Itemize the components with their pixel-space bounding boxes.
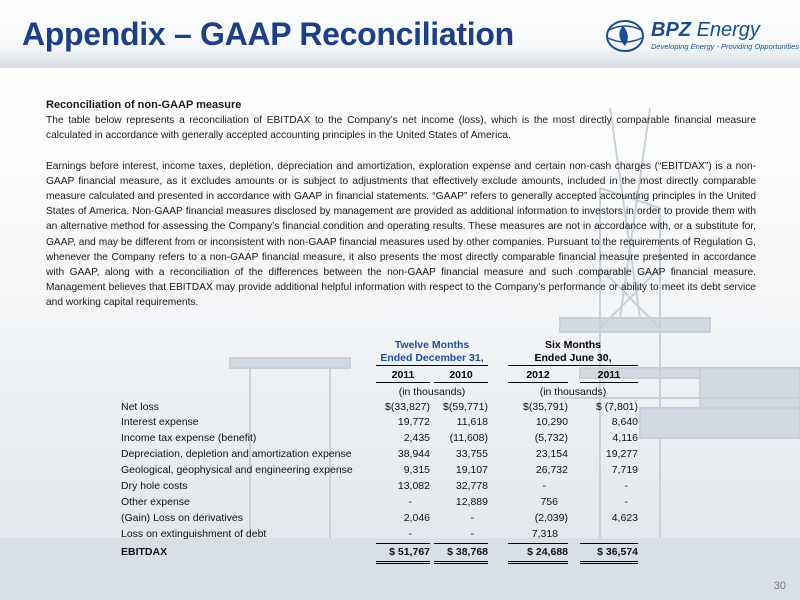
cell-value: $(33,827) xyxy=(385,401,430,413)
total-rule xyxy=(376,543,430,544)
cell-value: 19,107 xyxy=(455,464,488,476)
cell-value: - xyxy=(470,512,474,524)
total-value: $ 24,688 xyxy=(527,546,568,558)
logo-name-light: Energy xyxy=(696,19,760,41)
row-label: Income tax expense (benefit) xyxy=(121,432,257,444)
cell-value: 33,755 xyxy=(455,448,488,460)
total-double-rule xyxy=(434,563,488,564)
group1-header-line1: Twelve Months xyxy=(394,339,470,351)
year-underline xyxy=(580,382,638,383)
cell-value: 23,154 xyxy=(535,448,568,460)
total-double-rule xyxy=(376,561,430,562)
row-label: Net loss xyxy=(121,401,159,413)
total-double-rule xyxy=(580,563,638,564)
cell-value: 10,290 xyxy=(535,416,568,428)
page-number: 30 xyxy=(773,580,786,592)
cell-value: - xyxy=(470,528,474,540)
logo-name-bold: BPZ xyxy=(651,19,691,41)
cell-value: $(59,771) xyxy=(443,401,488,413)
row-label: Depreciation, depletion and amortization expense xyxy=(121,448,352,460)
cell-value: 8,640 xyxy=(611,416,638,428)
cell-value: 13,082 xyxy=(397,480,430,492)
group1-header-line2: Ended December 31, xyxy=(380,352,484,364)
units-label: (in thousands) xyxy=(398,386,466,398)
cell-value: - xyxy=(408,528,412,540)
group2-header-line2: Ended June 30, xyxy=(534,352,612,364)
group1-underline xyxy=(376,365,488,366)
cell-value: 26,732 xyxy=(535,464,568,476)
total-label: EBITDAX xyxy=(121,546,168,558)
group2-header-line1: Six Months xyxy=(544,339,601,351)
cell-value: $(35,791) xyxy=(523,401,568,413)
total-double-rule xyxy=(580,561,638,562)
cell-value: - xyxy=(542,480,546,492)
cell-value: 38,944 xyxy=(397,448,430,460)
cell-value: 4,623 xyxy=(611,512,638,524)
cell-value: 12,889 xyxy=(455,496,488,508)
year-header: 2012 xyxy=(526,369,550,381)
intro-paragraph: The table below represents a reconciliation of EBITDAX to the Company’s net income (loss), which is the most directly comparable financial measure calculated in accordance with generally accepted accounting principles in the United States of America. xyxy=(46,115,756,142)
year-header: 2010 xyxy=(449,369,473,381)
cell-value: - xyxy=(624,480,628,492)
year-underline xyxy=(508,382,568,383)
cell-value: 7,719 xyxy=(611,464,638,476)
year-header: 2011 xyxy=(597,369,621,381)
row-label: Geological, geophysical and engineering expense xyxy=(121,464,353,476)
cell-value: - xyxy=(408,496,412,508)
section-subheading: Reconciliation of non-GAAP measure xyxy=(46,99,242,111)
total-double-rule xyxy=(508,561,568,562)
logo-tagline: Developing Energy - Providing Opportunities xyxy=(651,42,799,51)
cell-value: (11,608) xyxy=(449,432,488,444)
cell-value: (5,732) xyxy=(534,432,568,444)
cell-value: 7,318 xyxy=(531,528,558,540)
units-label: (in thousands) xyxy=(539,386,607,398)
cell-value: 4,116 xyxy=(612,432,638,444)
row-label: Loss on extinguishment of debt xyxy=(121,528,267,540)
year-header: 2011 xyxy=(391,369,415,381)
cell-value: 2,046 xyxy=(403,512,430,524)
total-double-rule xyxy=(376,563,430,564)
total-rule xyxy=(580,543,638,544)
cell-value: 19,772 xyxy=(397,416,430,428)
year-underline xyxy=(434,382,488,383)
total-rule xyxy=(434,543,488,544)
cell-value: 756 xyxy=(540,496,558,508)
definition-paragraph: Earnings before interest, income taxes, depletion, depreciation and amortization, exploration expense and certain non-cash charges (“EBITDAX”) is a non-GAAP financial measure, as it excludes amounts or is subject to adjustments that effectively exclude amounts, included in the most directly comparable measure calculated and presented in accordance with GAAP in financial statements. “GAAP” refers to generally accepted accounting principles in the United States of America. Non-GAAP financial measures disclosed by management are provided as additional information to investors in order to provide them with an alternative method for assessing the Company’s financial condition and operating results. These measures are not in accordance with, or a substitute for, GAAP, and may be different from or inconsistent with non-GAAP financial measures used by other companies. Pursuant to the requirements of Regulation G, whenever the Company refers to a non-GAAP financial measure, it also presents the most directly comparable financial measure presented in accordance with GAAP, along with a reconciliation of the differences between the non-GAAP financial measure and such comparable GAAP financial measure. Management believes that EBITDAX may provide additional helpful information with respect to the Company’s performance or ability to meet its debt service and working capital requirements. xyxy=(46,160,756,309)
total-double-rule xyxy=(434,561,488,562)
cell-value: $ (7,801) xyxy=(595,401,638,413)
row-label: Other expense xyxy=(121,496,190,508)
group2-underline xyxy=(508,365,638,366)
total-value: $ 36,574 xyxy=(597,546,638,558)
cell-value: - xyxy=(624,496,628,508)
row-label: Dry hole costs xyxy=(121,480,188,492)
cell-value: 11,618 xyxy=(456,416,488,428)
cell-value: 9,315 xyxy=(403,464,430,476)
total-double-rule xyxy=(508,563,568,564)
total-rule xyxy=(508,543,568,544)
total-value: $ 51,767 xyxy=(389,546,430,558)
row-label: (Gain) Loss on derivatives xyxy=(121,512,243,524)
year-underline xyxy=(376,382,430,383)
row-label: Interest expense xyxy=(121,416,199,428)
cell-value: 2,435 xyxy=(403,432,430,444)
cell-value: (2,039) xyxy=(534,512,568,524)
slide-title: Appendix – GAAP Reconciliation xyxy=(22,16,514,52)
cell-value: 32,778 xyxy=(455,480,488,492)
cell-value: 19,277 xyxy=(605,448,638,460)
total-value: $ 38,768 xyxy=(447,546,488,558)
